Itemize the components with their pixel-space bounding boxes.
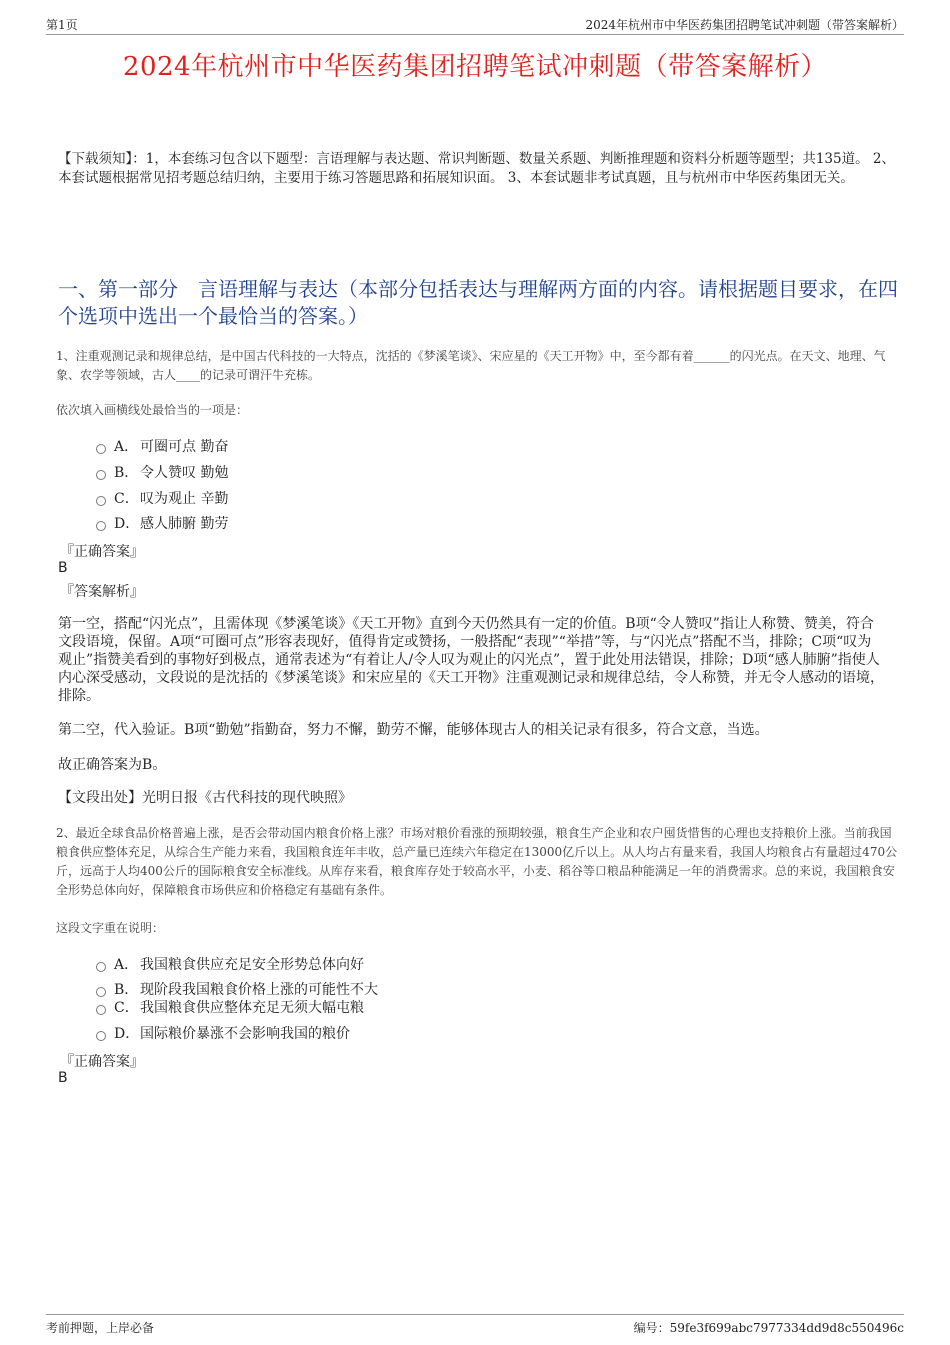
radio-icon[interactable] — [96, 470, 106, 480]
question-2-option-a[interactable]: A． 我国粮食供应充足安全形势总体向好 — [96, 954, 364, 974]
analysis-source: 【文段出处】光明日报《古代科技的现代映照》 — [58, 790, 352, 806]
radio-icon[interactable] — [96, 496, 106, 506]
download-notice: 【下载须知】：1，本套练习包含以下题型：言语理解与表达题、常识判断题、数量关系题、判断推理题和资料分析题等题型；共135道。 2、本套试题根据常见招考题总结归纳，主要用于练习答题思路和拓展知识面。 3、本套试题非考试真题，且与杭州市中华医药集团无关。 — [58, 151, 895, 186]
radio-icon[interactable] — [96, 962, 106, 972]
analysis-conclusion: 故正确答案为B。 — [58, 757, 167, 773]
section-heading: 一、第一部分 言语理解与表达（本部分包括表达与理解两方面的内容。请根据题目要求，在四个选项中选出一个最恰当的答案。） — [58, 277, 898, 328]
radio-icon[interactable] — [96, 1005, 106, 1015]
header-doc-title: 2024年杭州市中华医药集团招聘笔试冲刺题（带答案解析） — [585, 18, 904, 32]
answer-label: 『正确答案』 — [60, 544, 144, 560]
analysis-label: 『答案解析』 — [60, 584, 144, 600]
question-1-option-c[interactable]: C．叹为观止 辛勤 — [96, 488, 228, 508]
question-2-text: 2、最近全球食品价格普遍上涨，是否会带动国内粮食价格上涨？市场对粮价看涨的预期较强，粮食生产企业和农户囤货惜售的心理也支持粮价上涨。当前我国粮食供应整体充足，从综合生产能力来看，我国粮食连年丰收，总产量已连续六年稳定在13000亿斤以上。从人均占有量来看，我国人均粮食占有量超过470公斤，远高于人均400公斤的国际粮食安全标准线。从库存来看，粮食库存处于较高水平，小麦、稻谷等口粮品种能满足一年的消费需求。总的来说，我国粮食安全形势总体向好，保障粮食市场供应和价格稳定有基础有条件。 — [56, 826, 898, 897]
footer-serial: 编号：59fe3f699abc7977334dd9d8c550496c — [633, 1321, 904, 1335]
page-header — [46, 14, 904, 35]
analysis-paragraph: 第一空，搭配“闪光点”，且需体现《梦溪笔谈》《天工开物》直到今天仍然具有一定的价值。B项“令人赞叹”指让人称赞、赞美，符合文段语境，保留。A项“可圈可点”形容表现好，值得肯定或赞扬，一般搭配“表现”“举措”等，与“闪光点”搭配不当，排除；C项“叹为观止”指赞美看到的事物好到极点，通常表述为“有着让人/令人叹为观止的闪光点”，置于此处用法错误，排除；D项“感人肺腑”指使人内心深受感动，文段说的是沈括的《梦溪笔谈》和宋应星的《天工开物》注重观测记录和规律总结，令人称赞，并无令人感动的语境，排除。 — [58, 616, 884, 704]
footer-slogan: 考前押题，上岸必备 — [46, 1321, 155, 1335]
question-1-option-b[interactable]: B． 令人赞叹 勤勉 — [96, 462, 228, 482]
radio-icon[interactable] — [96, 1031, 106, 1041]
radio-icon[interactable] — [96, 521, 106, 531]
question-2-option-c[interactable]: C．我国粮食供应整体充足无须大幅屯粮 — [96, 997, 364, 1017]
question-2-option-b[interactable]: B． 现阶段我国粮食价格上涨的可能性不大 — [96, 979, 378, 999]
radio-icon[interactable] — [96, 444, 106, 454]
answer-value: B — [58, 1070, 68, 1086]
document-title: 2024年杭州市中华医药集团招聘笔试冲刺题（带答案解析） — [122, 52, 828, 82]
question-2-option-d[interactable]: D．国际粮价暴涨不会影响我国的粮价 — [96, 1023, 350, 1043]
analysis-paragraph: 第二空，代入验证。B项“勤勉”指勤奋，努力不懈，勤劳不懈，能够体现古人的相关记录有很多，符合文意，当选。 — [58, 722, 769, 738]
answer-value: B — [58, 560, 68, 576]
question-1-option-d[interactable]: D．感人肺腑 勤劳 — [96, 513, 228, 533]
page-footer — [46, 1314, 904, 1335]
page-number: 第1页 — [46, 18, 78, 32]
question-1-option-a[interactable]: A． 可圈可点 勤奋 — [96, 436, 228, 456]
radio-icon[interactable] — [96, 987, 106, 997]
question-1-text: 1、注重观测记录和规律总结，是中国古代科技的一大特点，沈括的《梦溪笔谈》、宋应星的《天工开物》中，至今都有着______的闪光点。在天文、地理、气象、农学等领域，古人____的记录可谓汗牛充栋。 — [56, 349, 886, 382]
answer-label: 『正确答案』 — [60, 1054, 144, 1070]
question-1-prompt: 依次填入画横线处最恰当的一项是： — [56, 403, 249, 417]
question-2-prompt: 这段文字重在说明： — [56, 921, 165, 935]
